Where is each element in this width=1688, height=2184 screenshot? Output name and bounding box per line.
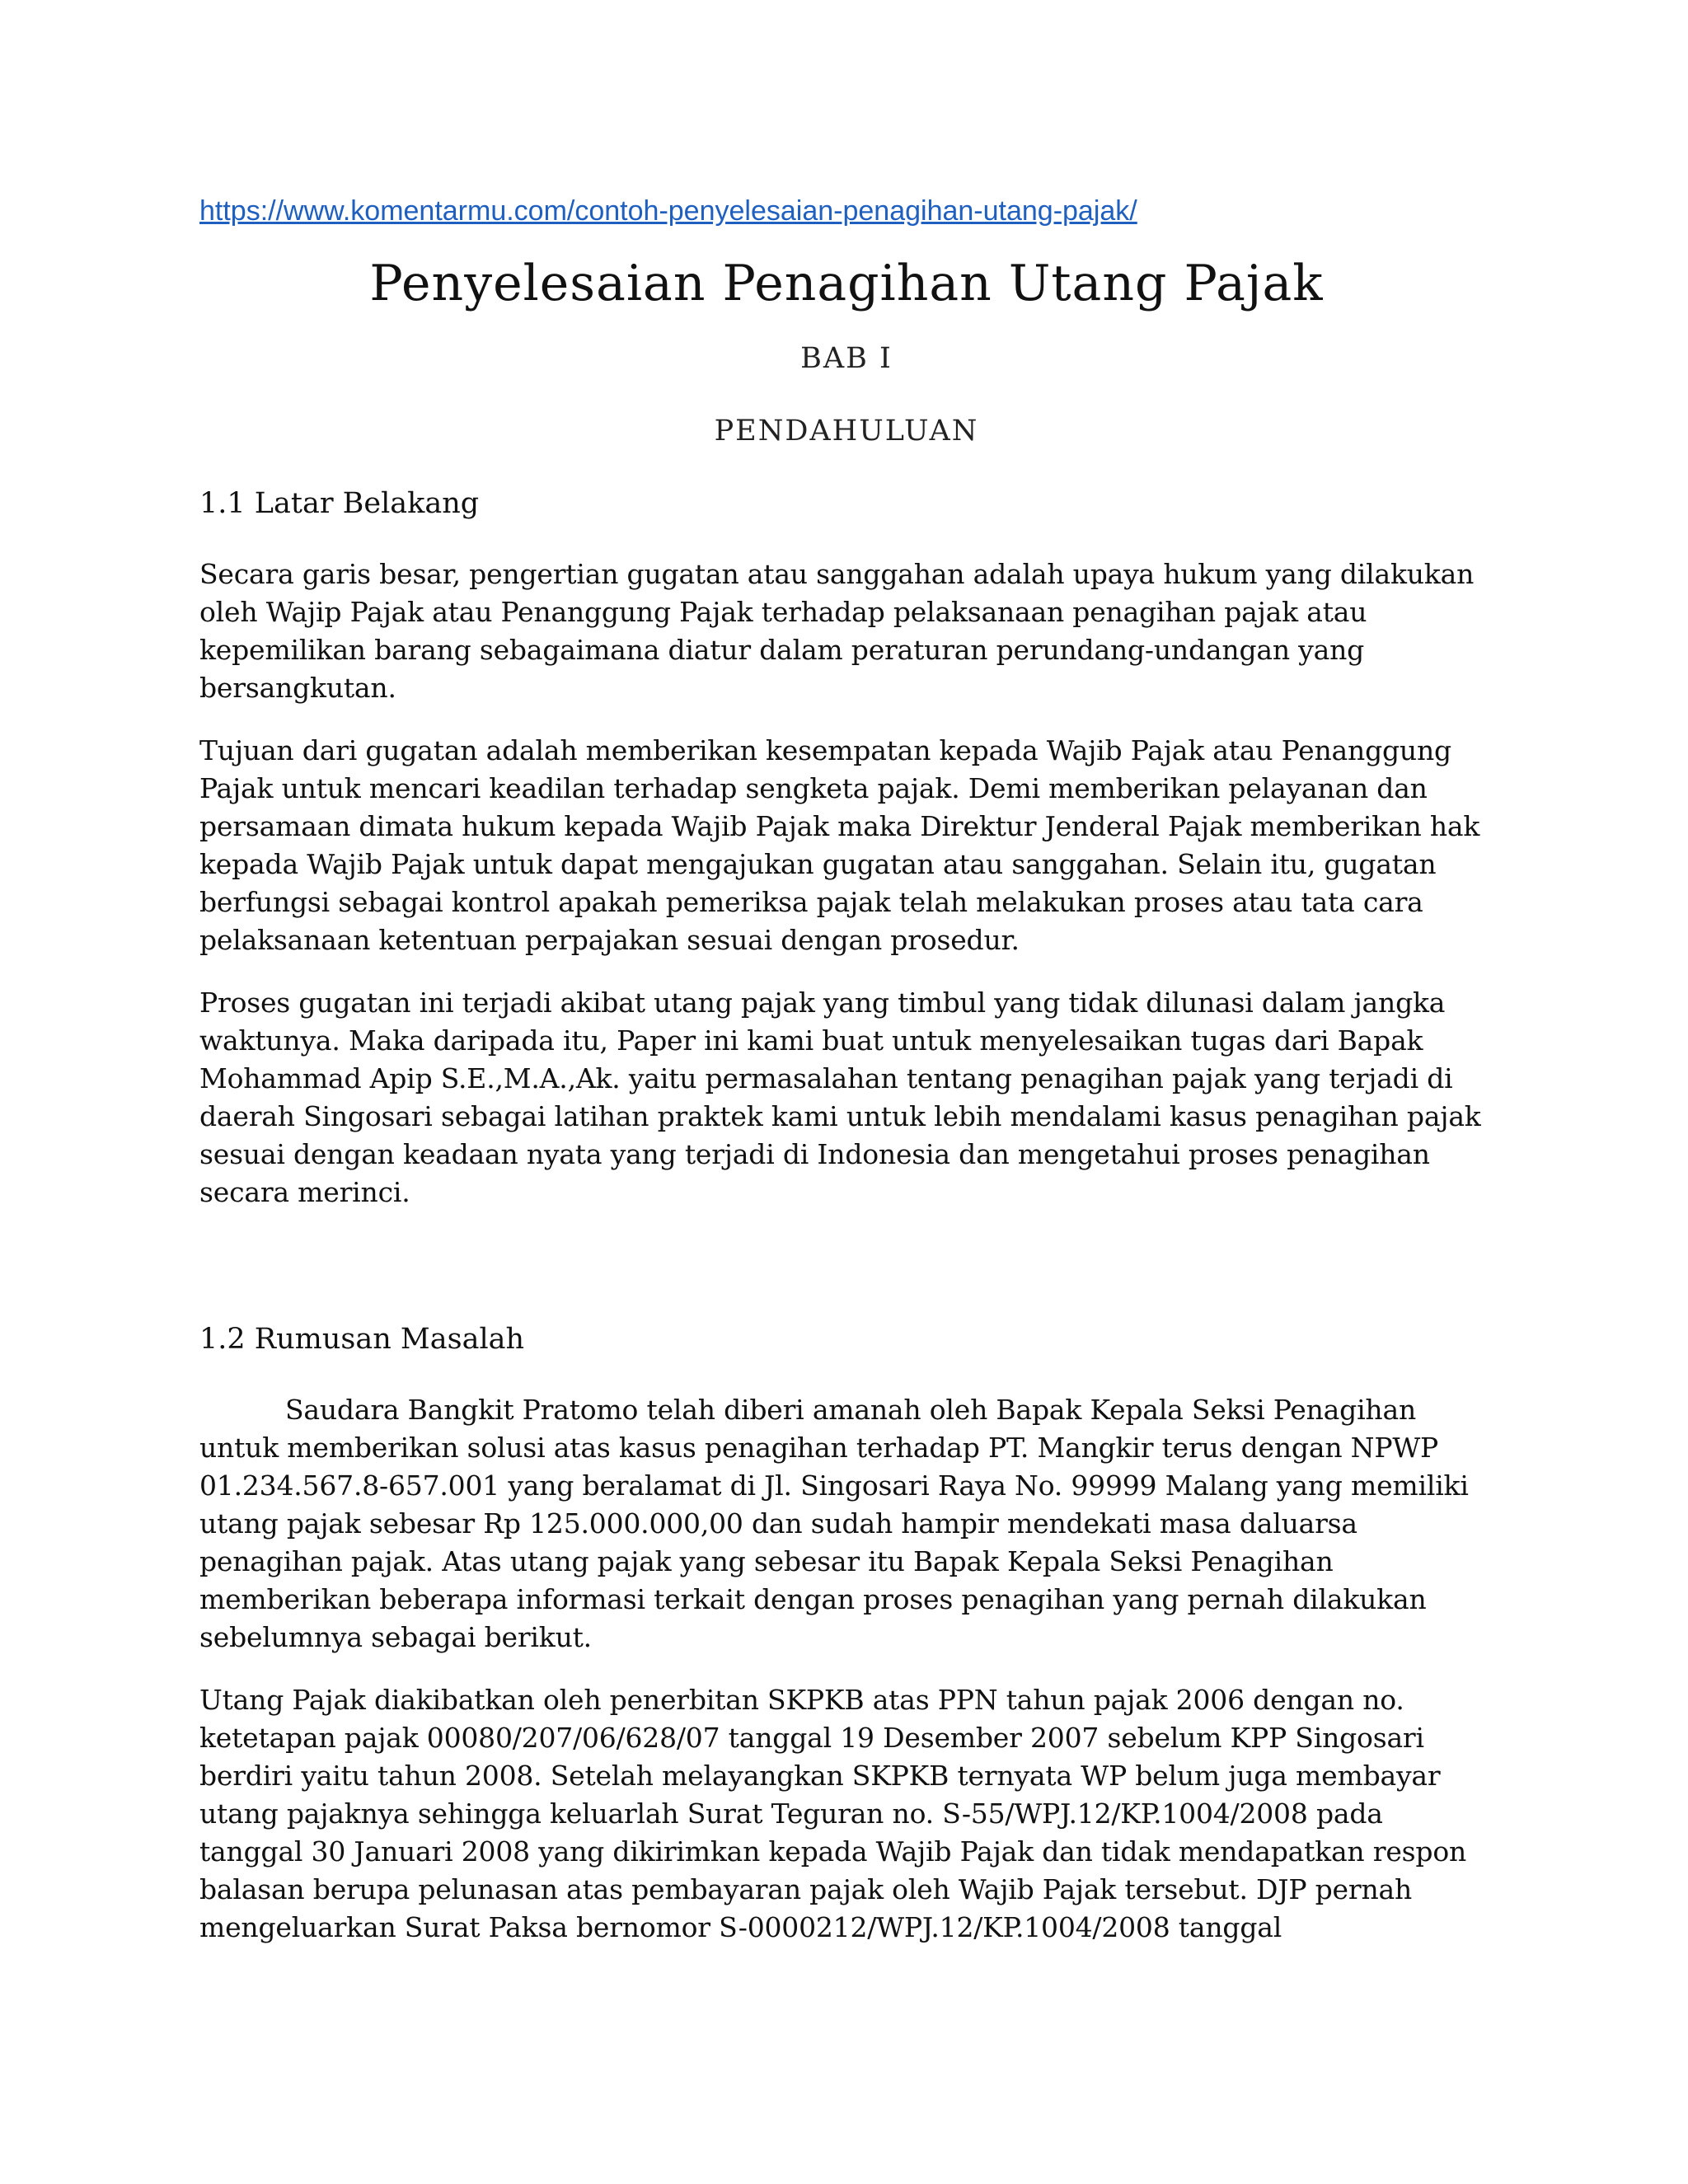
paragraph: Tujuan dari gugatan adalah memberikan kesempatan kepada Wajib Pajak atau Penanggung Pajak untuk mencari keadilan terhadap sengketa pajak. Demi memberikan pelayanan dan persamaan dimata hukum kepada Wajib Pajak maka Direktur Jenderal Pajak memberikan hak kepada Wajib Pajak untuk dapat mengajukan gugatan atau sanggahan. Selain itu, gugatan berfungsi sebagai kontrol apakah pemeriksa pajak telah melakukan proses atau tata cara pelaksanaan ketentuan perpajakan sesuai dengan prosedur.: [199, 734, 1480, 956]
document-body: [199, 191, 1493, 1971]
paragraph: Utang Pajak diakibatkan oleh penerbitan SKPKB atas PPN tahun pajak 2006 dengan no. ketetapan pajak 00080/207/06/628/07 tanggal 19 Desember 2007 sebelum KPP Singosari berdiri yaitu tahun 2008. Setelah melayangkan SKPKB ternyata WP belum juga membayar utang pajaknya sehingga keluarlah Surat Teguran no. S-55/WPJ.12/KP.1004/2008 pada tanggal 30 Januari 2008 yang dikirimkan kepada Wajib Pajak dan tidak mendapatkan respon balasan berupa pelunasan atas pembayaran pajak oleh Wajib Pajak tersebut. DJP pernah mengeluarkan Surat Paksa bernomor S-0000212/WPJ.12/KP.1004/2008 tanggal: [199, 1684, 1467, 1943]
document-title: Penyelesaian Penagihan Utang Pajak: [369, 255, 1324, 312]
paragraph: Secara garis besar, pengertian gugatan atau sanggahan adalah upaya hukum yang dilakukan oleh Wajip Pajak atau Penanggung Pajak terhadap pelaksanaan penagihan pajak atau kepemilikan barang sebagaimana diatur dalam peraturan perundang-undangan yang bersangkutan.: [199, 558, 1475, 704]
section-spacer: [199, 1236, 1493, 1319]
paragraph: Proses gugatan ini terjadi akibat utang pajak yang timbul yang tidak dilunasi dalam jangka waktunya. Maka daripada itu, Paper ini kami buat untuk menyelesaikan tugas dari Bapak Mohammad Apip S.E.,M.A.,Ak. yaitu permasalahan tentang penagihan pajak yang terjadi di daerah Singosari sebagai latihan praktek kami untuk lebih mendalami kasus penagihan pajak sesuai dengan keadaan nyata yang terjadi di Indonesia dan mengetahui proses penagihan secara merinci.: [199, 987, 1481, 1208]
source-url-link[interactable]: https://www.komentarmu.com/contoh-penyelesaian-penagihan-utang-pajak/: [199, 195, 1137, 227]
section-heading-rumusan-masalah: 1.2 Rumusan Masalah: [199, 1323, 525, 1356]
chapter-number: BAB I: [800, 342, 893, 375]
section-heading-latar-belakang: 1.1 Latar Belakang: [199, 487, 480, 520]
paragraph: Saudara Bangkit Pratomo telah diberi amanah oleh Bapak Kepala Seksi Penagihan untuk memberikan solusi atas kasus penagihan terhadap PT. Mangkir terus dengan NPWP 01.234.567.8-657.001 yang beralamat di Jl. Singosari Raya No. 99999 Malang yang memiliki utang pajak sebesar Rp 125.000.000,00 dan sudah hampir mendekati masa daluarsa penagihan pajak. Atas utang pajak yang sebesar itu Bapak Kepala Seksi Penagihan memberikan beberapa informasi terkait dengan proses penagihan yang pernah dilakukan sebelumnya sebagai berikut.: [199, 1394, 1469, 1653]
source-url-line: [199, 191, 1493, 231]
chapter-title: PENDAHULUAN: [714, 415, 979, 448]
